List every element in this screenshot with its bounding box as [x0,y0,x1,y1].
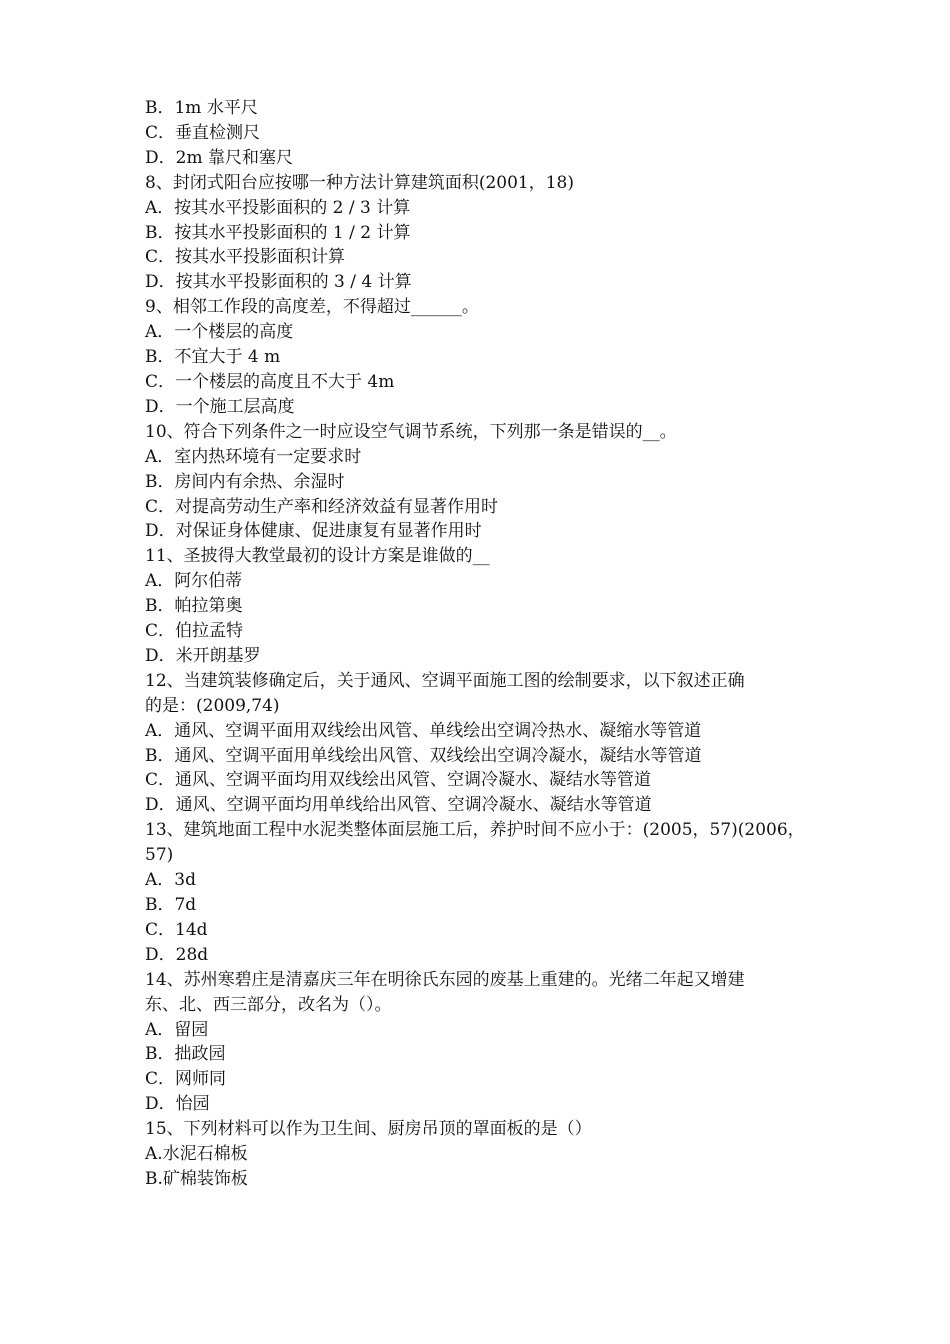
text-line: 14、苏州寒碧庄是清嘉庆三年在明徐氏东园的废基上重建的。光绪二年起又增建 [145,969,745,990]
text-line: A．一个楼层的高度 [145,322,294,343]
text-line: 57) [145,845,174,866]
text-line: D．按其水平投影面积的 3 / 4 计算 [145,272,412,293]
text-line: B．拙政园 [145,1044,226,1065]
text-line: 11、圣披得大教堂最初的设计方案是谁做的__ [145,546,490,567]
text-line: D．2m 靠尺和塞尺 [145,147,293,168]
text-line: D．通风、空调平面均用单线给出风管、空调冷凝水、凝结水等管道 [145,795,652,816]
text-line: B．房间内有余热、余湿时 [145,471,345,492]
text-line: C．伯拉孟特 [145,621,244,642]
document-body [145,96,820,1192]
text-line: A．室内热环境有一定要求时 [145,446,362,467]
text-line: D．对保证身体健康、促进康复有显著作用时 [145,521,482,542]
text-line: B．按其水平投影面积的 1 / 2 计算 [145,222,411,243]
text-line: A．按其水平投影面积的 2 / 3 计算 [145,197,411,218]
text-line: A．阿尔伯蒂 [145,571,243,592]
text-line: B．通风、空调平面用单线绘出风管、双线绘出空调冷凝水，凝结水等管道 [145,745,702,766]
text-line: C．14d [145,919,208,940]
text-line: 13、建筑地面工程中水泥类整体面层施工后，养护时间不应小于：(2005，57)(2006， [145,820,805,841]
text-line: 东、北、西三部分，改名为（）。 [145,994,392,1015]
text-line: B．帕拉第奥 [145,596,243,617]
text-line: D．怡园 [145,1094,210,1115]
text-line: A．留园 [145,1019,209,1040]
text-line: D．一个施工层高度 [145,396,295,417]
text-line: 15、下列材料可以作为卫生间、厨房吊顶的罩面板的是（） [145,1119,592,1140]
text-line: 8、封闭式阳台应按哪一种方法计算建筑面积(2001，18) [145,172,574,193]
text-line: B．不宜大于 4 m [145,347,281,368]
text-line: B．7d [145,895,197,915]
text-line: C．一个楼层的高度且不大于 4m [145,371,395,392]
text-line: 9、相邻工作段的高度差，不得超过______。 [145,297,479,318]
text-line: C．通风、空调平面均用双线绘出风管、空调冷凝水、凝结水等管道 [145,770,652,791]
text-line: B.矿棉装饰板 [145,1168,248,1189]
text-line: C．垂直检测尺 [145,122,261,143]
text-line: D．米开朗基罗 [145,645,261,666]
text-line: B．1m 水平尺 [145,98,258,118]
text-line: A．3d [145,870,196,891]
text-line: 10、符合下列条件之一时应设空气调节系统，下列那一条是错误的__。 [145,421,677,442]
text-line: 的是：(2009,74) [145,695,280,716]
text-line: C．对提高劳动生产率和经济效益有显著作用时 [145,496,499,517]
text-line: D．28d [145,944,209,965]
text-line: C．按其水平投影面积计算 [145,247,346,268]
text-line: A.水泥石棉板 [145,1144,248,1165]
text-line: A．通风、空调平面用双线绘出风管、单线绘出空调冷热水、凝缩水等管道 [145,720,702,741]
text-line: C．网师同 [145,1069,227,1090]
text-line: 12、当建筑装修确定后，关于通风、空调平面施工图的绘制要求，以下叙述正确 [145,670,745,691]
